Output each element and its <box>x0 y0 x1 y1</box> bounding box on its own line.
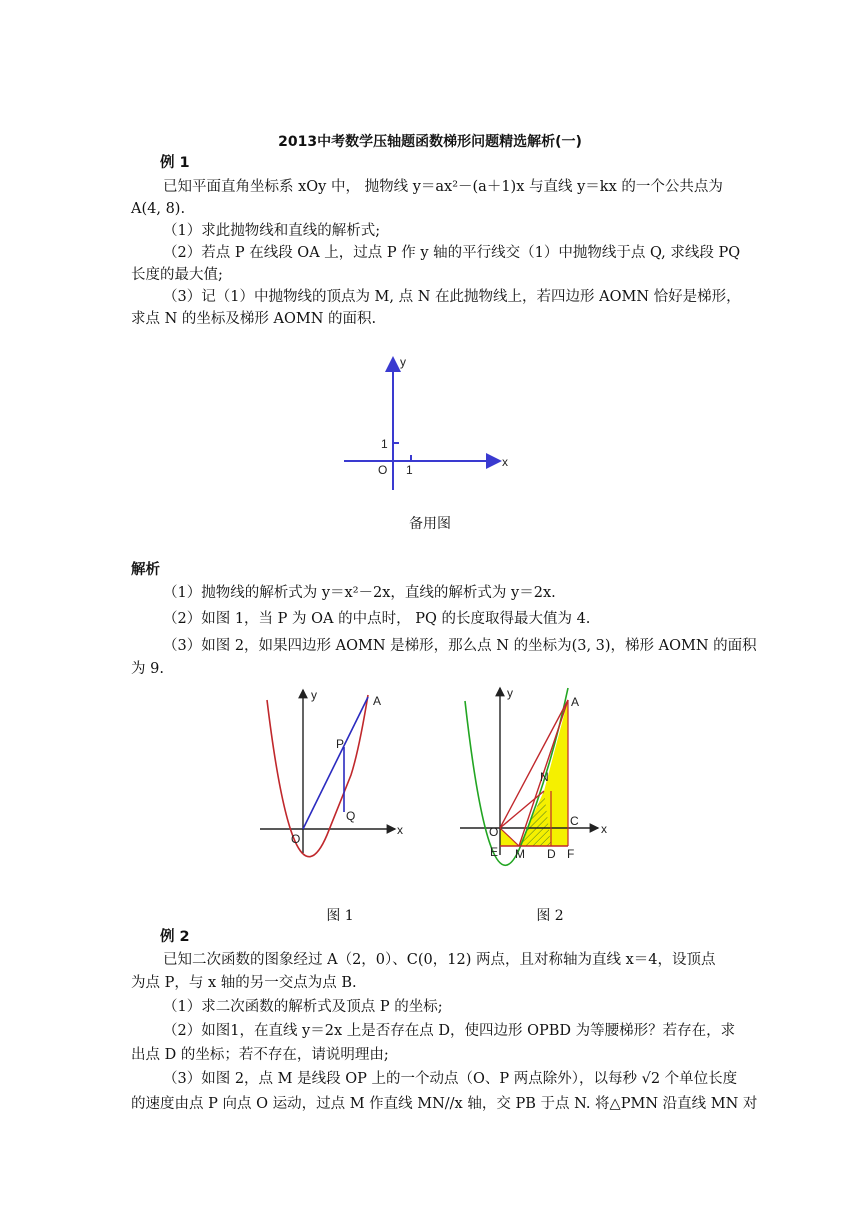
origin-label: O <box>378 463 388 477</box>
fig2-y-label: y <box>507 686 513 700</box>
ex1-question-3a: （3）记（1）中抛物线的顶点为 M, 点 N 在此抛物线上，若四边形 AOMN 恰好是梯形， <box>163 289 741 305</box>
fig1-o-label: O <box>291 832 301 846</box>
solution-3b: 为 9. <box>131 661 164 677</box>
x-label: x <box>502 455 508 469</box>
figure-2 <box>455 683 615 863</box>
ex2-line-2: 为点 P，与 x 轴的另一交点为点 B. <box>131 975 357 991</box>
ex1-problem-line-1: 已知平面直角坐标系 xOy 中， 抛物线 y＝ax²－(a＋1)x 与直线 y＝kx 的一个公共点为 <box>163 179 723 195</box>
ex2-question-2b: 出点 D 的坐标；若不存在，请说明理由; <box>131 1047 389 1063</box>
spare-figure-caption: 备用图 <box>409 516 451 532</box>
fig1-y-label: y <box>311 688 317 702</box>
y-label: y <box>400 355 406 369</box>
fig2-e-label: E <box>490 845 499 859</box>
ex2-question-1: （1）求二次函数的解析式及顶点 P 的坐标; <box>163 999 443 1015</box>
figure-1 <box>255 685 415 860</box>
ex1-question-2b: 长度的最大值; <box>131 267 223 283</box>
fig2-a-label: A <box>571 695 580 709</box>
ex2-question-3a: （3）如图 2，点 M 是线段 OP 上的一个动点（O、P 两点除外），以每秒 √2 个单位长度 <box>163 1071 738 1087</box>
solution-3a: （3）如图 2，如果四边形 AOMN 是梯形，那么点 N 的坐标为(3, 3)，梯形 AOMN 的面积 <box>163 638 757 654</box>
figure-2-caption: 图 2 <box>536 908 564 924</box>
fig2-f-label: F <box>567 847 575 861</box>
ex2-line-1: 已知二次函数的图象经过 A（2，0）、C(0，12) 两点，且对称轴为直线 x＝4，设顶点 <box>163 952 716 968</box>
fig1-p-label: P <box>336 737 345 751</box>
example-2-heading: 例 2 <box>160 929 190 945</box>
ex2-question-2a: （2）如图1，在直线 y＝2x 上是否存在点 D，使四边形 OPBD 为等腰梯形？若存在，求 <box>163 1023 736 1039</box>
fig2-n-label: N <box>540 770 549 784</box>
fig2-o-label: O <box>489 825 499 839</box>
solution-1: （1）抛物线的解析式为 y＝x²－2x，直线的解析式为 y＝2x. <box>163 585 556 601</box>
ex2-question-3b: 的速度由点 P 向点 O 运动，过点 M 作直线 MN//x 轴，交 PB 于点 N. 将△PMN 沿直线 MN 对 <box>131 1096 758 1112</box>
fig1-a-label: A <box>373 694 382 708</box>
example-1-heading: 例 1 <box>160 155 190 171</box>
ex1-question-3b: 求点 N 的坐标及梯形 AOMN 的面积. <box>131 311 377 327</box>
figure-1-caption: 图 1 <box>326 908 354 924</box>
fig2-x-label: x <box>601 822 607 836</box>
ex1-question-2a: （2）若点 P 在线段 OA 上，过点 P 作 y 轴的平行线交（1）中抛物线于点 Q, 求线段 PQ <box>163 245 741 261</box>
document-title: 2013中考数学压轴题函数梯形问题精选解析(一) <box>278 134 582 150</box>
solution-2: （2）如图 1，当 P 为 OA 的中点时， PQ 的长度取得最大值为 4. <box>163 611 591 627</box>
tick-1-y: 1 <box>381 437 388 451</box>
fig1-x-label: x <box>397 823 403 837</box>
spare-axes-figure <box>340 350 520 495</box>
fig1-parabola <box>267 695 368 857</box>
fig2-d-label: D <box>547 847 556 861</box>
ex1-question-1: （1）求此抛物线和直线的解析式; <box>163 223 381 239</box>
fig2-m-label: M <box>515 847 525 861</box>
fig1-line-oa <box>303 697 368 829</box>
fig1-q-label: Q <box>346 809 356 823</box>
fig2-c-label: C <box>570 814 579 828</box>
solution-heading: 解析 <box>131 562 160 578</box>
tick-1-x: 1 <box>406 463 413 477</box>
ex1-problem-line-2: A(4, 8). <box>131 201 186 217</box>
